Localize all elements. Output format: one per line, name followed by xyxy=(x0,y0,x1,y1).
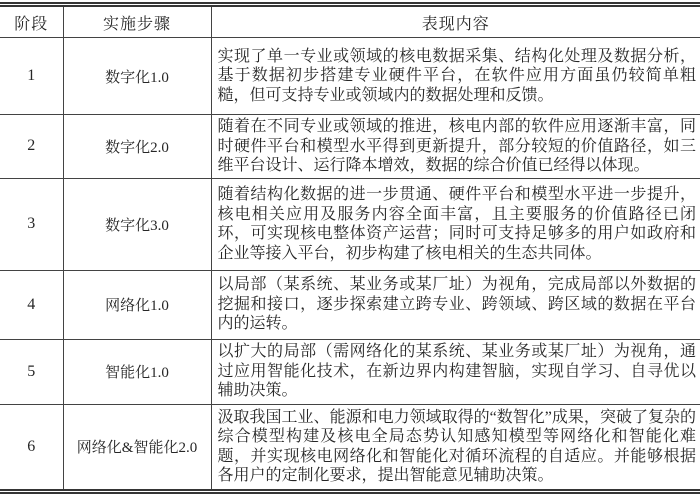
table-row xyxy=(0,38,700,115)
stage-cell: 5 xyxy=(0,339,63,404)
step-cell: 网络化1.0 xyxy=(63,270,211,339)
step-cell: 智能化1.0 xyxy=(63,339,211,404)
stage-cell: 6 xyxy=(0,404,63,491)
content-cell: 汲取我国工业、能源和电力领域取得的“数智化”成果，突破了复杂的综合模型构建及核电全局态势认知感知模型等网络化和智能化难题，并实现核电网络化和智能化对循环流程的自适应。并能够根据各用户的定制化要求，提出智能意见辅助决策。 xyxy=(211,404,700,491)
stage-cell: 2 xyxy=(0,115,63,179)
stage-cell: 1 xyxy=(0,38,63,115)
table-header-row xyxy=(0,5,700,38)
content-cell: 以扩大的局部（需网络化的某系统、某业务或某厂址）为视角，通过应用智能化技术，在新边界内构建智脑，实现自学习、自寻优以辅助决策。 xyxy=(211,339,700,404)
table-row xyxy=(0,115,700,179)
table-row xyxy=(0,270,700,339)
table-row xyxy=(0,339,700,404)
table-row xyxy=(0,404,700,491)
table-row xyxy=(0,178,700,270)
stages-table xyxy=(0,2,700,494)
step-cell: 数字化2.0 xyxy=(63,115,211,179)
step-cell: 数字化3.0 xyxy=(63,178,211,270)
column-header-stage: 阶段 xyxy=(0,5,63,38)
column-header-step: 实施步骤 xyxy=(63,5,211,38)
step-cell: 网络化&智能化2.0 xyxy=(63,404,211,491)
stage-cell: 3 xyxy=(0,178,63,270)
content-cell: 随着在不同专业或领域的推进，核电内部的软件应用逐渐丰富，同时硬件平台和模型水平得到更新提升，部分较短的价值路径，如三维平台设计、运行降本增效，数据的综合价值已经得以体现。 xyxy=(211,115,700,179)
content-cell: 实现了单一专业或领域的核电数据采集、结构化处理及数据分析，基于数据初步搭建专业硬件平台，在软件应用方面虽仍较简单粗糙，但可支持专业或领域内的数据处理和反馈。 xyxy=(211,38,700,115)
column-header-content: 表现内容 xyxy=(211,5,700,38)
content-cell: 以局部（某系统、某业务或某厂址）为视角，完成局部以外数据的挖掘和接口，逐步探索建立跨专业、跨领域、跨区域的数据在平台内的运转。 xyxy=(211,270,700,339)
stage-cell: 4 xyxy=(0,270,63,339)
step-cell: 数字化1.0 xyxy=(63,38,211,115)
content-cell: 随着结构化数据的进一步贯通、硬件平台和模型水平进一步提升，核电相关应用及服务内容全面丰富，且主要服务的价值路径已闭环，可实现核电整体资产运营；同时可支持足够多的用户如政府和企业等接入平台，初步构建了核电相关的生态共同体。 xyxy=(211,178,700,270)
